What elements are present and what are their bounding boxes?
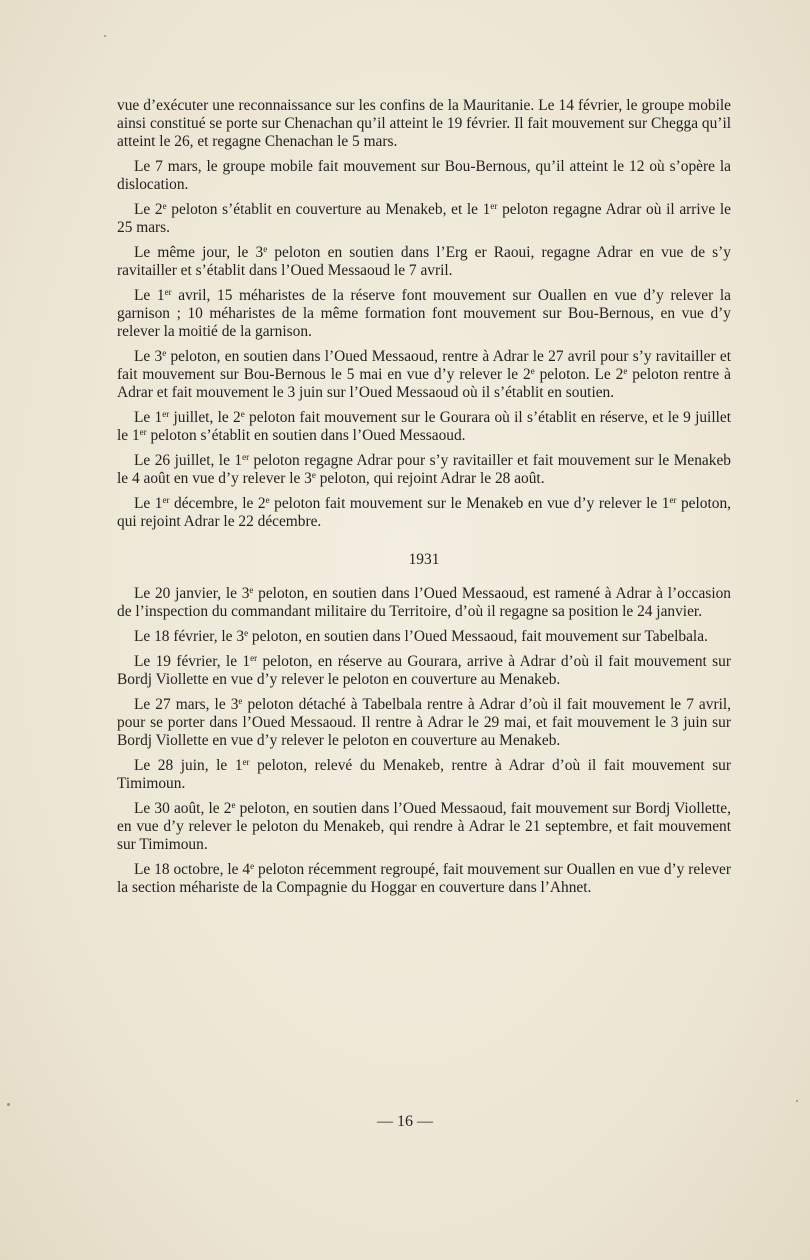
paper-speck <box>7 1103 10 1106</box>
section-1930 <box>117 97 731 531</box>
paragraph: Le 28 juin, le 1er peloton, relevé du Menakeb, rentre à Adrar d’où il fait mouvement sur Timimoun. <box>117 757 731 792</box>
paragraph: Le 3e peloton, en soutien dans l’Oued Messaoud, rentre à Adrar le 27 avril pour s’y ravitailler et fait mouvement sur Bou-Bernous le 5 mai en vue d’y relever le 2e peloton. Le 2e peloton rentre à Adrar et fait mouvement le 3 juin sur l’Oued Messaoud où il s’établit en soutien. <box>117 348 731 401</box>
paper-speck <box>796 1100 798 1102</box>
paragraph: Le 18 octobre, le 4e peloton récemment regroupé, fait mouvement sur Ouallen en vue d’y relever la section méhariste de la Compagnie du Hoggar en couverture dans l’Ahnet. <box>117 861 731 896</box>
paragraph: vue d’exécuter une reconnaissance sur les confins de la Mauritanie. Le 14 février, le groupe mobile ainsi constitué se porte sur Chenachan qu’il atteint le 19 février. Il fait mouvement sur Chegga qu’il atteint le 26, et regagne Chenachan le 5 mars. <box>117 97 731 150</box>
paragraph: Le 1er juillet, le 2e peloton fait mouvement sur le Gourara où il s’établit en réserve, et le 9 juillet le 1er peloton s’établit en soutien dans l’Oued Messaoud. <box>117 409 731 444</box>
paragraph: Le 2e peloton s’établit en couverture au Menakeb, et le 1er peloton regagne Adrar où il arrive le 25 mars. <box>117 201 732 236</box>
paper-speck <box>104 35 106 37</box>
body-text <box>117 97 731 904</box>
year-heading: 1931 <box>408 551 440 568</box>
paragraph: Le 7 mars, le groupe mobile fait mouvement sur Bou-Bernous, qu’il atteint le 12 où s’opère la dislocation. <box>117 158 731 193</box>
paragraph: Le 26 juillet, le 1er peloton regagne Adrar pour s’y ravitailler et fait mouvement sur le Menakeb le 4 août en vue d’y relever le 3e peloton, qui rejoint Adrar le 28 août. <box>117 452 731 487</box>
paragraph: Le 18 février, le 3e peloton, en soutien dans l’Oued Messaoud, fait mouvement sur Tabelbala. <box>134 628 708 645</box>
paragraph: Le 30 août, le 2e peloton, en soutien dans l’Oued Messaoud, fait mouvement sur Bordj Viollette, en vue d’y relever le peloton du Menakeb, qui rendre à Adrar le 21 septembre, et fait mouvement sur Timimoun. <box>117 800 731 853</box>
paragraph: Le 1er décembre, le 2e peloton fait mouvement sur le Menakeb en vue d’y relever le 1er peloton, qui rejoint Adrar le 22 décembre. <box>117 495 731 530</box>
paragraph: Le 20 janvier, le 3e peloton, en soutien dans l’Oued Messaoud, est ramené à Adrar à l’occasion de l’inspection du commandant militaire du Territoire, d’où il regagne sa position le 24 janvier. <box>117 585 731 620</box>
paragraph: Le 27 mars, le 3e peloton détaché à Tabelbala rentre à Adrar d’où il fait mouvement le 7 avril, pour se porter dans l’Oued Messaoud. Il rentre à Adrar le 29 mai, et fait mouvement le 3 juin sur Bordj Viollette en vue d’y relever le peloton en couverture au Menakeb. <box>117 696 731 749</box>
section-1931 <box>117 585 731 897</box>
paragraph: Le 19 février, le 1er peloton, en réserve au Gourara, arrive à Adrar d’où il fait mouvement sur Bordj Viollette en vue d’y relever le peloton en couverture au Menakeb. <box>117 653 731 688</box>
paragraph: Le 1er avril, 15 méharistes de la réserve font mouvement sur Ouallen en vue d’y relever la garnison ; 10 méharistes de la même formation font mouvement sur Bou-Bernous, en vue d’y relever la moitié de la garnison. <box>117 287 732 340</box>
page-number: — 16 — <box>377 1113 433 1130</box>
paragraph: Le même jour, le 3e peloton en soutien dans l’Erg er Raoui, regagne Adrar en vue de s’y ravitailler et s’établit dans l’Oued Messaoud le 7 avril. <box>117 244 731 279</box>
